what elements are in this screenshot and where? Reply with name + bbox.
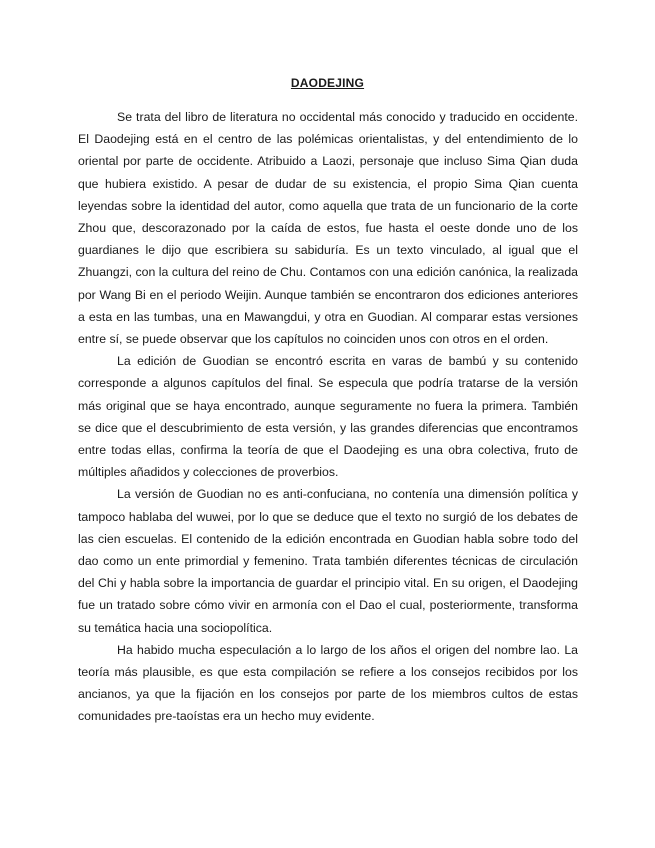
paragraph-3: La versión de Guodian no es anti-confuciana, no contenía una dimensión política y tampoco hablaba del wuwei, por lo que se deduce que el texto no surgió de los debates de las cien escuelas. El contenido de la edición encontrada en Guodian habla sobre todo del dao como un ente primordial y femenino. Trata también diferentes técnicas de circulación del Chi y habla sobre la importancia de guardar el principio vital. En su origen, el Daodejing fue un tratado sobre cómo vivir en armonía con el Dao el cual, posteriormente, transforma su temática hacia una sociopolítica. [78, 487, 578, 635]
paragraph-2: La edición de Guodian se encontró escrita en varas de bambú y su contenido corresponde a algunos capítulos del final. Se especula que podría tratarse de la versión más original que se haya encontrado, aunque seguramente no fuera la primera. También se dice que el descubrimiento de esta versión, y las grandes diferencias que encontramos entre todas ellas, confirma la teoría de que el Daodejing es una obra colectiva, fruto de múltiples añadidos y colecciones de proverbios. [78, 354, 578, 480]
document-title: DAODEJING [290, 76, 365, 90]
paragraph-1: Se trata del libro de literatura no occidental más conocido y traducido en occidente. El Daodejing está en el centro de las polémicas orientalistas, y del entendimiento de lo oriental por parte de occidente. Atribuido a Laozi, personaje que incluso Sima Qian duda que hubiera existido. A pesar de dudar de su existencia, el propio Sima Qian cuenta leyendas sobre la identidad del autor, como aquella que trata de un funcionario de la corte Zhou que, descorazonado por la caída de estos, fue hasta el oeste donde uno de los guardianes le dijo que escribiera su sabiduría. Es un texto vinculado, al igual que el Zhuangzi, con la cultura del reino de Chu. Contamos con una edición canónica, la realizada por Wang Bi en el periodo Weijin. Aunque también se encontraron dos ediciones anteriores a esta en las tumbas, una en Mawangdui, y otra en Guodian. Al comparar estas versiones entre sí, se puede observar que los capítulos no coinciden unos con otros en el orden. [78, 110, 578, 347]
document-body [78, 106, 578, 728]
paragraph-4: Ha habido mucha especulación a lo largo de los años el origen del nombre lao. La teoría más plausible, es que esta compilación se refiere a los consejos recibidos por los ancianos, ya que la fijación en los consejos por parte de los miembros cultos de estas comunidades pre-taoístas era un hecho muy evidente. [78, 642, 578, 724]
